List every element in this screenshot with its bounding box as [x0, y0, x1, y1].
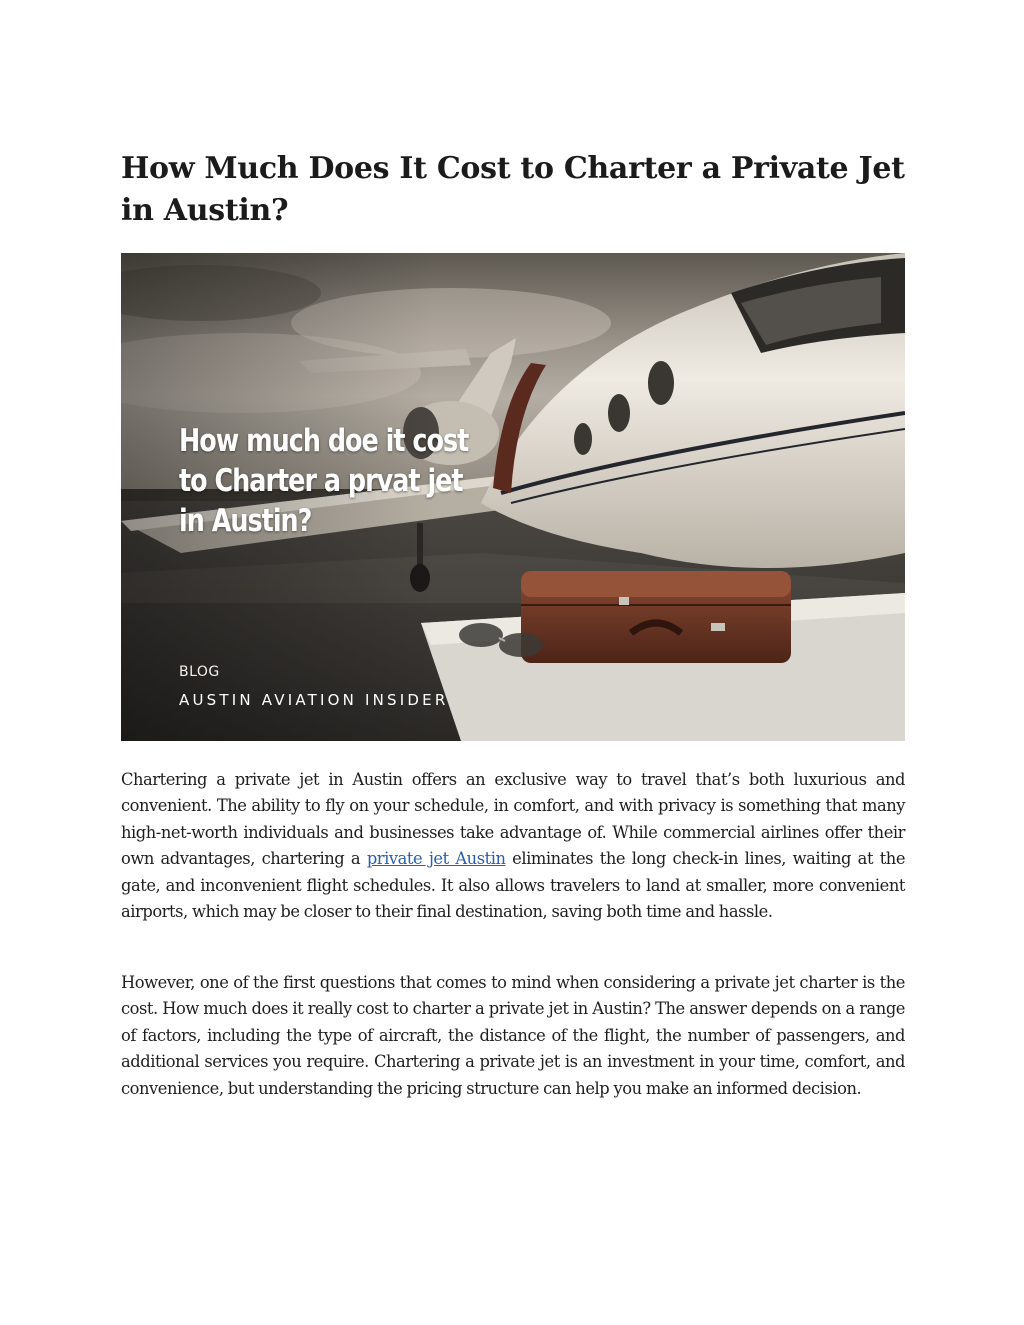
cost-paragraph: However, one of the first questions that comes to mind when considering a private jet charter is the cost. How much does it really cost to charter a private jet in Austin? The answer depends on a range of factors, including the type of aircraft, the distance of the flight, the number of passengers, and additional services you require. Chartering a private jet is an investment in your time, comfort, and convenience, but understanding the pricing structure can help you make an informed decision.: [121, 973, 905, 1098]
intro-text-after-link: eliminates the long check-in lines, waiting at the gate, and inconvenient flight schedules. It also allows travelers to land at smaller, more convenient airports, which may be closer to their final destination, saving both time and hassle.: [121, 849, 906, 922]
hero-overlay-title: [179, 421, 523, 541]
hero-title-line: to Charter a prvat jet: [179, 463, 463, 499]
hero-image: [121, 253, 905, 741]
intro-paragraph: [121, 767, 905, 925]
private-jet-austin-link[interactable]: private jet Austin: [366, 849, 506, 869]
hero-category-label: BLOG: [179, 664, 220, 680]
intro-text-before-link: Chartering a private jet in Austin offers an exclusive way to travel that’s both luxurious and convenient. The ability to fly on your schedule, in comfort, and with privacy is something that many high-net-worth individuals and businesses take advantage of. While commercial airlines offer their own advantages, chartering a: [121, 770, 905, 869]
hero-title-line: How much doe it cost: [179, 423, 469, 459]
article-title: How Much Does It Cost to Charter a Private Jet in Austin?: [121, 151, 905, 228]
hero-brand-label: AUSTIN AVIATION INSIDER: [179, 691, 449, 709]
hero-title-line: in Austin?: [179, 503, 312, 539]
